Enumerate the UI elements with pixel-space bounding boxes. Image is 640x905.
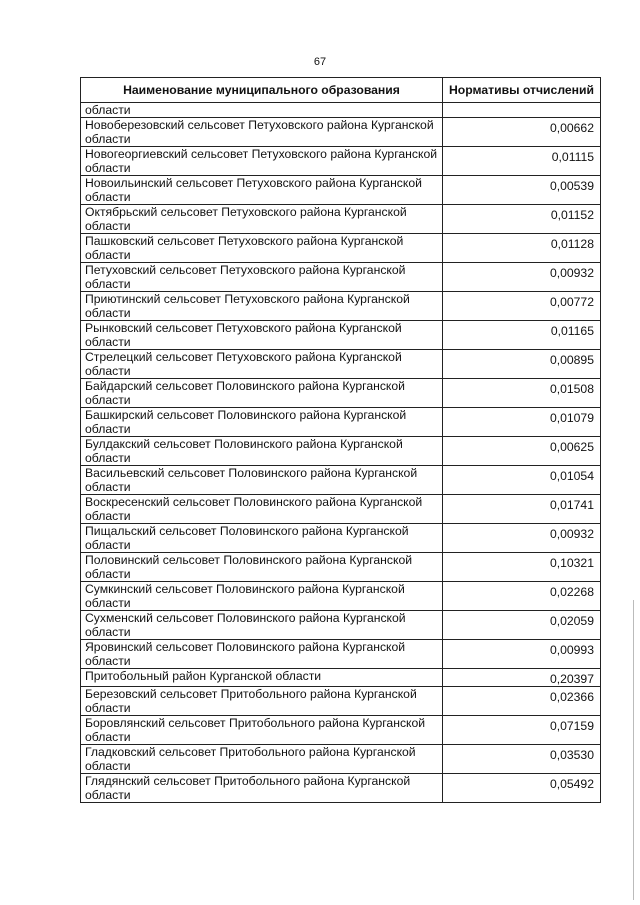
table-row xyxy=(81,408,601,437)
scan-edge-line xyxy=(633,600,634,900)
table-row xyxy=(81,745,601,774)
norms-table xyxy=(80,77,601,803)
table-row xyxy=(81,524,601,553)
row-value: 0,03530 xyxy=(443,745,601,774)
row-name: Новоильинский сельсовет Петуховского района Курганской области xyxy=(81,176,443,205)
row-name: Сухменский сельсовет Половинского района Курганской области xyxy=(81,611,443,640)
table-row xyxy=(81,716,601,745)
continuation-value-cell xyxy=(443,103,601,118)
page-number: 67 xyxy=(313,56,327,68)
row-value: 0,01079 xyxy=(443,408,601,437)
row-value: 0,01115 xyxy=(443,147,601,176)
table-row xyxy=(81,495,601,524)
table-row xyxy=(81,379,601,408)
row-name: Яровинский сельсовет Половинского района Курганской области xyxy=(81,640,443,669)
row-value: 0,05492 xyxy=(443,774,601,803)
row-value: 0,02366 xyxy=(443,687,601,716)
table-row xyxy=(81,292,601,321)
row-name: Булдакский сельсовет Половинского района Курганской области xyxy=(81,437,443,466)
table-row xyxy=(81,176,601,205)
row-value: 0,00625 xyxy=(443,437,601,466)
row-value: 0,02268 xyxy=(443,582,601,611)
row-value: 0,01741 xyxy=(443,495,601,524)
table-row xyxy=(81,774,601,803)
header-name: Наименование муниципального образования xyxy=(81,78,443,103)
row-name: Октябрьский сельсовет Петуховского района Курганской области xyxy=(81,205,443,234)
table-row xyxy=(81,321,601,350)
row-value: 0,01165 xyxy=(443,321,601,350)
row-value: 0,00772 xyxy=(443,292,601,321)
row-name: Боровлянский сельсовет Притобольного района Курганской области xyxy=(81,716,443,745)
row-name: Пищальский сельсовет Половинского района Курганской области xyxy=(81,524,443,553)
table-row xyxy=(81,263,601,292)
row-value: 0,00993 xyxy=(443,640,601,669)
row-value: 0,01152 xyxy=(443,205,601,234)
table-row xyxy=(81,205,601,234)
row-value: 0,10321 xyxy=(443,553,601,582)
continuation-row xyxy=(81,103,601,118)
row-value: 0,01054 xyxy=(443,466,601,495)
row-name: Притобольный район Курганской области xyxy=(81,669,443,687)
table-row xyxy=(81,350,601,379)
row-name: Воскресенский сельсовет Половинского района Курганской области xyxy=(81,495,443,524)
table-row xyxy=(81,466,601,495)
row-value: 0,00662 xyxy=(443,118,601,147)
row-value: 0,01508 xyxy=(443,379,601,408)
row-name: Новогеоргиевский сельсовет Петуховского района Курганской области xyxy=(81,147,443,176)
row-name: Пашковский сельсовет Петуховского района Курганской области xyxy=(81,234,443,263)
continuation-cell: области xyxy=(81,103,443,118)
row-value: 0,00895 xyxy=(443,350,601,379)
table-row xyxy=(81,437,601,466)
table-row xyxy=(81,669,601,687)
row-value: 0,00932 xyxy=(443,524,601,553)
table-row xyxy=(81,553,601,582)
row-name: Глядянский сельсовет Притобольного района Курганской области xyxy=(81,774,443,803)
row-name: Приютинский сельсовет Петуховского района Курганской области xyxy=(81,292,443,321)
row-value: 0,07159 xyxy=(443,716,601,745)
row-value: 0,20397 xyxy=(443,669,601,687)
row-name: Половинский сельсовет Половинского района Курганской области xyxy=(81,553,443,582)
row-name: Рынковский сельсовет Петуховского района Курганской области xyxy=(81,321,443,350)
row-value: 0,00539 xyxy=(443,176,601,205)
row-name: Новоберезовский сельсовет Петуховского района Курганской области xyxy=(81,118,443,147)
row-name: Башкирский сельсовет Половинского района Курганской области xyxy=(81,408,443,437)
header-value: Нормативы отчислений xyxy=(443,78,601,103)
row-name: Байдарский сельсовет Половинского района Курганской области xyxy=(81,379,443,408)
row-name: Стрелецкий сельсовет Петуховского района Курганской области xyxy=(81,350,443,379)
row-name: Васильевский сельсовет Половинского района Курганской области xyxy=(81,466,443,495)
row-name: Березовский сельсовет Притобольного района Курганской области xyxy=(81,687,443,716)
table-row xyxy=(81,687,601,716)
row-name: Петуховский сельсовет Петуховского района Курганской области xyxy=(81,263,443,292)
table-row xyxy=(81,118,601,147)
table-header-row xyxy=(81,78,601,103)
table-row xyxy=(81,611,601,640)
table-row xyxy=(81,147,601,176)
table-row xyxy=(81,582,601,611)
row-name: Гладковский сельсовет Притобольного района Курганской области xyxy=(81,745,443,774)
row-name: Сумкинский сельсовет Половинского района Курганской области xyxy=(81,582,443,611)
row-value: 0,01128 xyxy=(443,234,601,263)
row-value: 0,00932 xyxy=(443,263,601,292)
table-row xyxy=(81,234,601,263)
table-row xyxy=(81,640,601,669)
row-value: 0,02059 xyxy=(443,611,601,640)
